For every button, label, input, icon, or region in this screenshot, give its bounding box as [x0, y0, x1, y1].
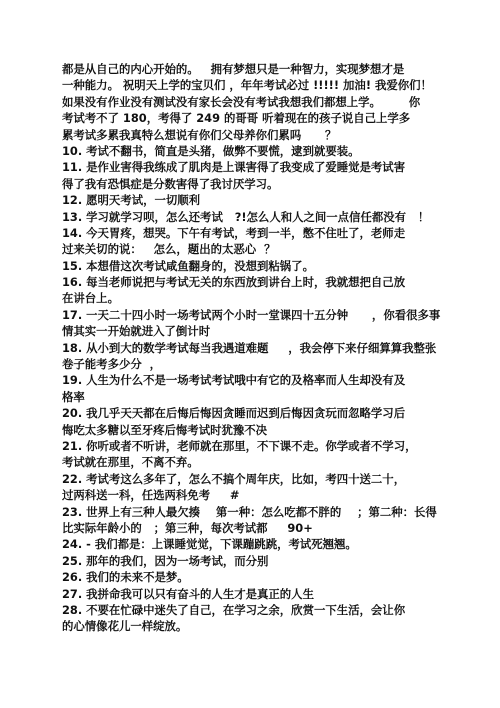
text-line: 10. 考试不翻书，简直是头猪，做弊不要慌，逮到就要装。 [62, 143, 360, 158]
document-body [62, 61, 442, 635]
text-line: 考试就在那里，不离不弃。 [62, 455, 199, 470]
text-line: 19. 人生为什么不是一场考试考试哦中有它的及格率而人生却没有及 [62, 373, 406, 388]
text-line: 考试考不了 180，考得了 249 的哥哥 听着现在的孩子说自己上学多 [62, 111, 411, 126]
text-line: 17. 一天二十四小时一场考试两个小时一堂课四十五分钟 ，你看很多事 [62, 307, 441, 322]
text-line: 15. 本想借这次考试咸鱼翻身的，没想到粘锅了。 [62, 258, 314, 273]
text-line: 20. 我几乎天天都在后悔后悔因贪睡而迟到后悔因贪玩而忽略学习后 [62, 406, 406, 421]
text-line: 格率 [62, 389, 85, 404]
text-line: 情其实一开始就进入了倒计时 [62, 324, 211, 339]
text-line: 13. 学习就学习呗，怎么还考试 ?!怎么人和人之间一点信任都没有 ！ [62, 209, 430, 224]
text-line: 26. 我们的未来不是梦。 [62, 570, 189, 585]
text-line: 12. 愿明天考试，一切顺利 [62, 193, 201, 208]
text-line: 在讲台上。 [62, 291, 119, 306]
text-line: 27. 我拼命我可以只有奋斗的人生才是真正的人生 [62, 586, 314, 601]
text-line: 23. 世界上有三种人最欠揍 第一种：怎么吃都不胖的 ；第二种：长得 [62, 504, 437, 519]
text-line: 悔吃太多糖以至牙疼后悔考试时犹豫不决 [62, 422, 268, 437]
text-line: 22. 考试考这么多年了，怎么不搞个周年庆，比如，考四十送二十， [62, 471, 406, 486]
text-line: 过两科送一科，任选两科免考 # [62, 488, 240, 503]
text-line: 14. 今天胃疼，想哭。下午有考试，考到一半，憋不住吐了，老师走 [62, 225, 406, 240]
text-line: 比实际年龄小的 ；第三种，每次考试都 90+ [62, 520, 313, 535]
text-line: 如果没有作业没有测试没有家长会没有考试我想我们都想上学。 你 [62, 94, 421, 109]
text-line: 16. 每当老师说把与考试无关的东西放到讲台上时，我就想把自己放 [62, 275, 406, 290]
text-line: 得了我有恐惧症是分数害得了我讨厌学习。 [62, 176, 279, 191]
text-line: 卷子能考多少分 ， [62, 357, 162, 372]
text-line: 28. 不要在忙碌中迷失了自己，在学习之余，欣赏一下生活，会让你 [62, 602, 406, 617]
text-line: 一种能力。 祝明天上学的宝贝们 ，年年考试必过 !!!!! 加油! 我爱你们！ [62, 78, 432, 93]
text-line: 18. 从小到大的数学考试每当我遇道难题 ，我会停下来仔细算算我整张 [62, 340, 437, 355]
text-line: 都是从自己的内心开始的。 拥有梦想只是一种智力，实现梦想才是 [62, 62, 405, 76]
text-line: 25. 那年的我们，因为一场考试，而分别 [62, 553, 269, 568]
text-line: 累考试多累我真特么想说有你们父母养你们累吗 ？ [62, 127, 337, 142]
text-line: 24. - 我们都是：上课睡觉觉，下课蹦跳跳，考试死翘翘。 [62, 537, 357, 552]
text-line: 的心情像花儿一样绽放。 [62, 619, 188, 634]
text-line: 11. 是作业害得我练成了肌肉是上课害得了我变成了爱睡觉是考试害 [62, 160, 406, 175]
text-line: 21. 你听或者不听讲，老师就在那里，不下课不走。你学或者不学习， [62, 438, 417, 453]
text-line: 过来关切的说： 怎么，题出的太恶心 ？ [62, 242, 276, 257]
